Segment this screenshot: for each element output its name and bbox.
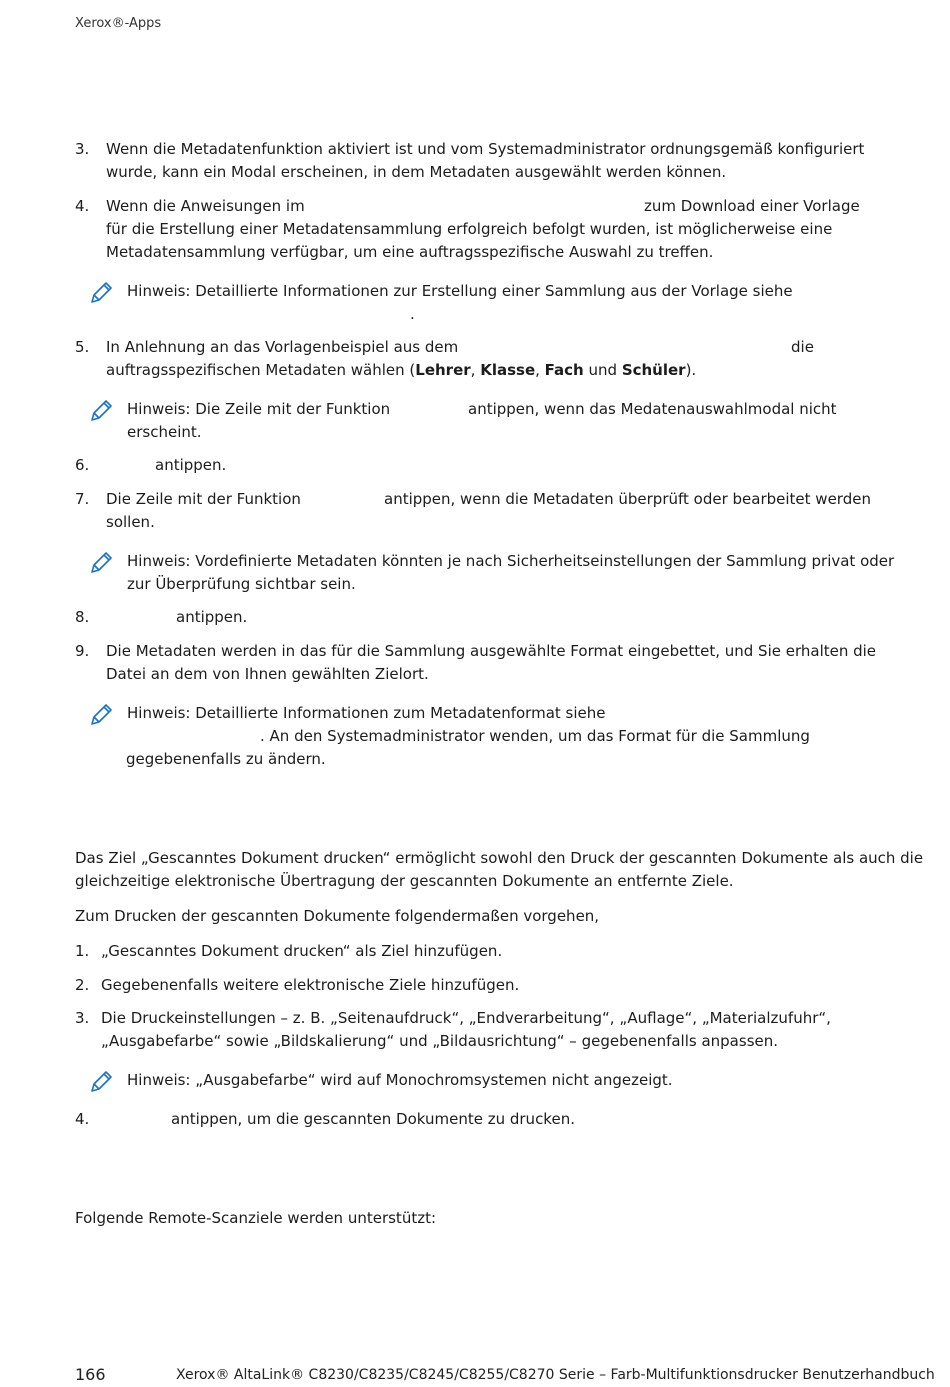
step-text: antippen, wenn die Metadaten überprüft oder bearbeitet werden	[384, 490, 871, 508]
keyword: Schüler	[621, 361, 686, 379]
keyword: Lehrer	[415, 361, 471, 379]
page-number: 166	[75, 1365, 106, 1384]
note-text: Hinweis: Detaillierte Informationen zur Erstellung einer Sammlung aus der Vorlage siehe	[127, 282, 793, 300]
step-number: 9.	[75, 642, 90, 660]
step-text: antippen.	[176, 608, 248, 626]
step-number: 5.	[75, 338, 90, 356]
step-text: „Gescanntes Dokument drucken“ als Ziel hinzufügen.	[101, 942, 503, 960]
step-number: 6.	[75, 456, 90, 474]
note-text: zur Überprüfung sichtbar sein.	[127, 575, 356, 593]
pencil-icon	[88, 550, 114, 576]
step-text: Datei an dem von Ihnen gewählten Zielort.	[106, 665, 429, 683]
paragraph: Das Ziel „Gescanntes Dokument drucken“ ermöglicht sowohl den Druck der gescannten Dokumente als auch die	[75, 849, 924, 867]
step-text: sollen.	[106, 513, 155, 531]
step-number: 2.	[75, 976, 90, 994]
keyword: Klasse	[480, 361, 536, 379]
paragraph: gleichzeitige elektronische Übertragung der gescannten Dokumente an entfernte Ziele.	[75, 872, 734, 890]
step-text: auftragsspezifischen Metadaten wählen (Lehrer, Klasse, Fach und Schüler).	[106, 361, 697, 379]
note-text: Hinweis: Die Zeile mit der Funktion	[127, 400, 391, 418]
step-text: die	[791, 338, 814, 356]
note-text: . An den Systemadministrator wenden, um das Format für die Sammlung	[260, 727, 810, 745]
step-number: 4.	[75, 197, 90, 215]
step-number: 3.	[75, 1009, 90, 1027]
paragraph: Folgende Remote-Scanziele werden unterstützt:	[75, 1209, 437, 1227]
step-number: 7.	[75, 490, 90, 508]
step-text: Gegebenenfalls weitere elektronische Ziele hinzufügen.	[101, 976, 520, 994]
step-text: Wenn die Anweisungen im	[106, 197, 305, 215]
page-header: Xerox®-Apps	[75, 16, 162, 31]
step-number: 3.	[75, 140, 90, 158]
pencil-icon	[88, 398, 114, 424]
note-text: gegebenenfalls zu ändern.	[126, 750, 326, 768]
pencil-icon	[88, 280, 114, 306]
pencil-icon	[88, 1069, 114, 1095]
step-number: 1.	[75, 942, 90, 960]
step-text: antippen.	[155, 456, 227, 474]
step-text: Metadatensammlung verfügbar, um eine auftragsspezifische Auswahl zu treffen.	[106, 243, 714, 261]
step-text: wurde, kann ein Modal erscheinen, in dem Metadaten ausgewählt werden können.	[106, 163, 727, 181]
step-text: „Ausgabefarbe“ sowie „Bildskalierung“ und „Bildausrichtung“ – gegebenenfalls anpassen.	[101, 1032, 779, 1050]
note-text: antippen, wenn das Medatenauswahlmodal nicht	[468, 400, 837, 418]
step-number: 8.	[75, 608, 90, 626]
step-text: Wenn die Metadatenfunktion aktiviert ist und vom Systemadministrator ordnungsgemäß konfiguriert	[106, 140, 865, 158]
step-text: antippen, um die gescannten Dokumente zu drucken.	[171, 1110, 575, 1128]
step-text: für die Erstellung einer Metadatensammlung erfolgreich befolgt wurden, ist möglicherweise eine	[106, 220, 833, 238]
note-text: erscheint.	[127, 423, 202, 441]
step-text: zum Download einer Vorlage	[644, 197, 860, 215]
pencil-icon	[88, 702, 114, 728]
keyword: Fach	[544, 361, 584, 379]
step-text: Die Zeile mit der Funktion	[106, 490, 301, 508]
step-text: Die Metadaten werden in das für die Sammlung ausgewählte Format eingebettet, und Sie erhalten die	[106, 642, 877, 660]
note-text: Hinweis: „Ausgabefarbe“ wird auf Monochromsystemen nicht angezeigt.	[127, 1071, 673, 1089]
paragraph: Zum Drucken der gescannten Dokumente folgendermaßen vorgehen,	[75, 907, 600, 925]
note-text: .	[410, 305, 415, 323]
note-text: Hinweis: Vordefinierte Metadaten könnten je nach Sicherheitseinstellungen der Sammlung privat oder	[127, 552, 895, 570]
note-text: Hinweis: Detaillierte Informationen zum Metadatenformat siehe	[127, 704, 606, 722]
footer-title: Xerox® AltaLink® C8230/C8235/C8245/C8255/C8270 Serie – Farb-Multifunktionsdrucker Benutzerhandbuch	[176, 1367, 935, 1383]
step-text: Die Druckeinstellungen – z. B. „Seitenaufdruck“, „Endverarbeitung“, „Auflage“, „Materialzufuhr“,	[101, 1009, 831, 1027]
step-text: In Anlehnung an das Vorlagenbeispiel aus dem	[106, 338, 459, 356]
step-number: 4.	[75, 1110, 90, 1128]
